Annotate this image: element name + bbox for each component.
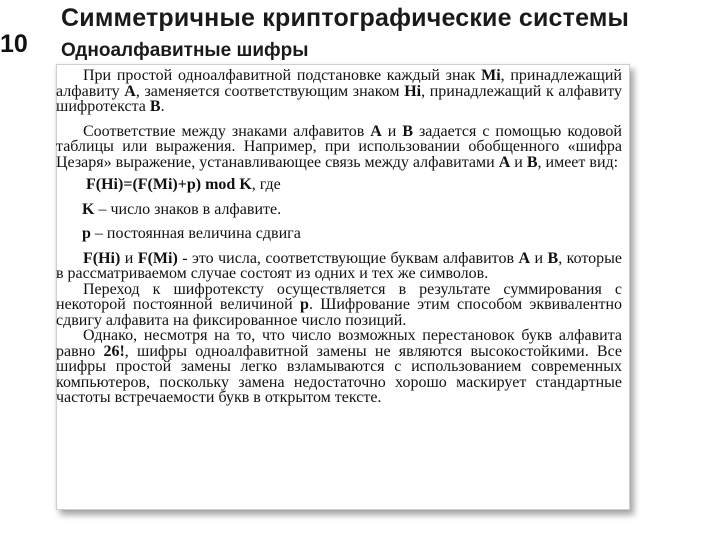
slide-number: 10 xyxy=(0,30,28,58)
symbol-mi: Mi xyxy=(481,67,501,84)
text-run: – постоянная величина сдвига xyxy=(90,225,301,242)
text-run: Переход к шифротексту осуществляется в результате суммирования с некоторой постоянной величиной xyxy=(56,280,622,313)
paragraph-shift xyxy=(56,282,622,329)
text-run: , принадлежащий алфавиту xyxy=(56,67,622,100)
symbol-b: B xyxy=(547,249,559,267)
formula-expression: F(Hi)=(F(Mi)+p) mod K xyxy=(86,176,252,193)
symbol-hi: Hi xyxy=(404,82,422,100)
symbol-fmi: F(Mi) xyxy=(137,249,178,267)
text-run: , имеет вид: xyxy=(537,153,619,171)
symbol-b: B xyxy=(526,153,538,171)
text-run: и xyxy=(530,249,548,267)
text-run: Соответствие между знаками алфавитов xyxy=(83,122,371,140)
definition-p xyxy=(56,226,622,242)
slide-subtitle: Одноалфавитные шифры xyxy=(61,40,309,61)
text-run: и xyxy=(381,122,403,140)
text-run: . xyxy=(160,98,165,115)
text-run: , где xyxy=(251,176,281,193)
paragraph-substitution xyxy=(56,68,622,115)
definition-k xyxy=(56,202,622,218)
text-run: - это числа, соответствующие буквам алфавитов xyxy=(177,249,519,267)
paragraph-correspondence xyxy=(56,124,622,171)
text-run: – число знаков в алфавите. xyxy=(94,200,282,218)
text-run: , которые в рассматриваемом случае состоят из одних и тех же символов. xyxy=(56,249,623,282)
symbol-a: A xyxy=(124,82,136,100)
symbol-fhi: F(Hi) xyxy=(83,249,121,267)
text-run: При простой одноалфавитной подстановке каждый знак xyxy=(83,67,482,84)
text-run: и xyxy=(120,249,138,267)
symbol-b: B xyxy=(402,122,413,140)
permutation-count: 26! xyxy=(103,342,125,360)
text-run: . Шифрование этим способом эквивалентно сдвигу алфавита на фиксированное число позиций. xyxy=(56,296,623,329)
text-run: , принадлежащий к алфавиту шифротекста xyxy=(56,82,623,115)
text-run: Однако, несмотря на то, что число возможных перестановок букв алфавита равно xyxy=(56,327,622,360)
slide-title: Симметричные криптографические системы xyxy=(61,4,630,32)
symbol-b: B xyxy=(149,98,161,115)
text-run: и xyxy=(510,153,527,171)
symbol-p: p xyxy=(82,225,91,242)
paragraph-strength xyxy=(56,328,622,406)
paragraph-numbers xyxy=(56,251,622,282)
formula xyxy=(56,177,622,193)
symbol-a: A xyxy=(498,153,511,171)
content-text xyxy=(56,68,622,406)
symbol-k: K xyxy=(82,200,95,218)
symbol-a: A xyxy=(370,122,382,140)
symbol-a: A xyxy=(518,249,531,267)
text-run: , шифры одноалфавитной замены не являются высокостойкими. Все шифры простой замены легко взламываются с использованием современных компьютеров, поскольку замена недостаточно хорошо маскирует стандартные частоты встречаемости букв в открытом тексте. xyxy=(56,342,623,406)
text-run: , заменяется соответствующим знаком xyxy=(135,82,405,100)
text-run: задается с помощью кодовой таблицы или выражения. Например, при использовании обобщенного «шифра Цезаря» выражение, устанавливающее связь между алфавитами xyxy=(56,122,622,171)
symbol-p: p xyxy=(300,296,309,313)
